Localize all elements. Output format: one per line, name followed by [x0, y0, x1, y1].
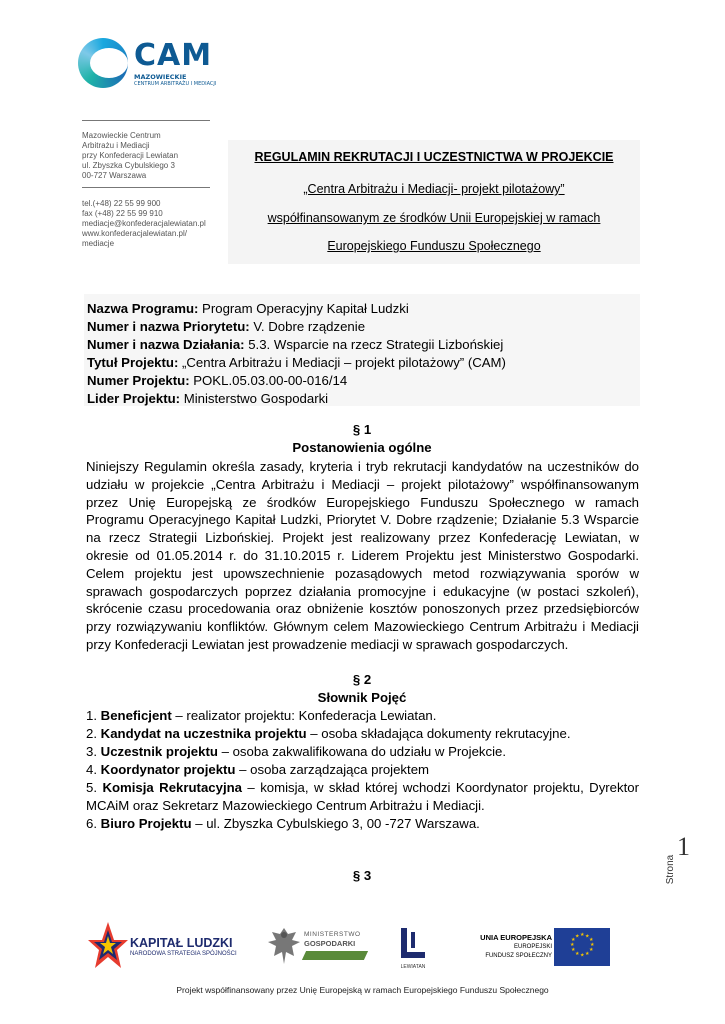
section-2-title: Słownik Pojęć [317, 690, 407, 705]
svg-text:★: ★ [585, 933, 590, 940]
sidebar-divider [82, 187, 210, 188]
kapital-ludzki-logo: KAPITAŁ LUDZKI NARODOWA STRATEGIA SPÓJNOŚCI [88, 922, 238, 968]
eagle-icon [266, 926, 302, 966]
meta-leader: Lider Projektu: Ministerstwo Gospodarki [87, 391, 329, 406]
meta-priority: Numer i nazwa Priorytetu: V. Dobre rządzenie [87, 319, 366, 334]
glossary-item: 4. Koordynator projektu – osoba zarządzająca projektem [86, 762, 430, 777]
glossary-item: 6. Biuro Projektu – ul. Zbyszka Cybulskiego 3, 00 -727 Warszawa. [86, 816, 480, 831]
project-name: „Centra Arbitrażu i Mediacji- projekt pilotażowy” [303, 182, 565, 196]
kapital-ludzki-star-icon [88, 922, 128, 968]
glossary-item: 5. Komisja Rekrutacyjna – komisja, w skład której wchodzi Koordynator projektu, Dyrektor MCAiM oraz Sekretarz Mazowieckiego Centrum Arbitrażu i Mediacji. [86, 780, 640, 813]
glossary-item: 1. Beneficjent – realizator projektu: Konfederacja Lewiatan. [86, 708, 437, 723]
page-number-value: 1 [677, 832, 690, 861]
eu-flag-icon [554, 928, 610, 966]
page-label: Strona [665, 854, 677, 885]
meta-number: Numer Projektu: POKL.05.03.00-00-016/14 [87, 373, 348, 388]
svg-text:★: ★ [580, 952, 585, 959]
lewiatan-logo: LEWIATAN [393, 928, 433, 972]
fund-line: Europejskiego Funduszu Społecznego [327, 239, 541, 253]
section-1-number: § 1 [352, 422, 372, 437]
email-link[interactable]: mediacje@konfederacjalewiatan.pl [82, 219, 206, 228]
meta-action: Numer i nazwa Działania: 5.3. Wsparcie na rzecz Strategii Lizbońskiej [87, 337, 504, 352]
svg-text:★: ★ [575, 933, 580, 940]
website-link[interactable]: www.konfederacjalewiatan.pl/ [82, 229, 187, 238]
section-3-number: § 3 [352, 868, 372, 883]
section-1-text: Niniejszy Regulamin określa zasady, kryteria i tryb rekrutacji kandydatów na uczestników do udziału w projekcie „Centra Arbitrażu i Mediacji – projekt pilotażowy” współfinansowanym przez Unię Europejską ze środków Europejskiego Funduszu Społecznego w ramach Programu Operacyjnego Kapitał Ludzki, Priorytet V. Dobre rządzenie; Działanie 5.3 Wsparcie na rzecz Strategii Lizbońskiej. Projekt jest realizowany przez Konfederację Lewiatan, w okresie od 01.05.2014 r. do 31.10.2015 r. Liderem Projektu jest Ministerstwo Gospodarki. Celem projektu jest upowszechnienie pozasądowych metod rozwiązywania sporów w sprawach gospodarczych poprzez działania promocyjne i edukacyjne (w postaci szkoleń), skrócenie czasu procedowania oraz obniżenie kosztów ponoszonych przez przedsiębiorców przy rozwiązywaniu konfliktów. Głównym celem Mazowieckiego Centrum Arbitrażu i Mediacji przy Konfederacji Lewiatan jest prowadzenie mediacji w sprawach gospodarczych. [86, 459, 639, 652]
page-number [664, 832, 694, 890]
cam-logo [78, 38, 228, 94]
sidebar-contact: tel.(+48) 22 55 99 900 fax (+48) 22 55 99 910 mediacje@konfederacjalewiatan.pl www.konfederacjalewiatan.pl/ mediacje [82, 199, 206, 248]
section-2-number: § 2 [352, 672, 372, 687]
glossary-item: 2. Kandydat na uczestnika projektu – osoba składająca dokumenty rekrutacyjne. [86, 726, 571, 741]
svg-text:★: ★ [589, 947, 594, 953]
svg-text:★: ★ [571, 937, 576, 943]
meta-title: Tytuł Projektu: „Centra Arbitrażu i Mediacji – projekt pilotażowy” (CAM) [87, 355, 506, 370]
sidebar-divider [82, 120, 210, 121]
svg-text:★: ★ [571, 947, 576, 953]
svg-text:★: ★ [585, 951, 590, 957]
cam-logo-sub1: MAZOWIECKIE [134, 73, 187, 81]
footer-note: Projekt współfinansowany przez Unię Europejską w ramach Europejskiego Funduszu Społecznego [176, 985, 549, 995]
svg-text:★: ★ [575, 951, 580, 957]
document-title: REGULAMIN REKRUTACJI I UCZESTNICTWA W PROJEKCIE [254, 150, 614, 164]
cofinance-line: współfinansowanym ze środków Unii Europejskiej w ramach [267, 211, 601, 225]
unia-europejska-logo: UNIA EUROPEJSKA EUROPEJSKI FUNDUSZ SPOŁECZNY ★ ★ ★ ★ ★ ★ ★ ★ ★ ★ ★ ★ [466, 928, 616, 968]
meta-program: Nazwa Programu: Program Operacyjny Kapitał Ludzki [87, 301, 409, 316]
svg-text:★: ★ [589, 937, 594, 943]
svg-text:★: ★ [570, 942, 575, 948]
glossary-item: 3. Uczestnik projektu – osoba zakwalifikowana do udziału w Projekcie. [86, 744, 507, 759]
cam-logo-sub2: CENTRUM ARBITRAŻU I MEDIACJI [134, 81, 217, 87]
lewiatan-mark-icon [397, 928, 429, 962]
svg-text:★: ★ [580, 932, 585, 938]
svg-text:★: ★ [590, 942, 595, 948]
ministerstwo-gospodarki-logo: MINISTERSTWO GOSPODARKI [266, 926, 366, 966]
section-1-title: Postanowienia ogólne [292, 440, 432, 455]
sidebar-address: Mazowieckie Centrum Arbitrażu i Mediacji przy Konfederacji Lewiatan ul. Zbyszka Cybulskiego 3 00-727 Warszawa [82, 131, 179, 180]
cam-logo-text: CAM [134, 38, 213, 73]
